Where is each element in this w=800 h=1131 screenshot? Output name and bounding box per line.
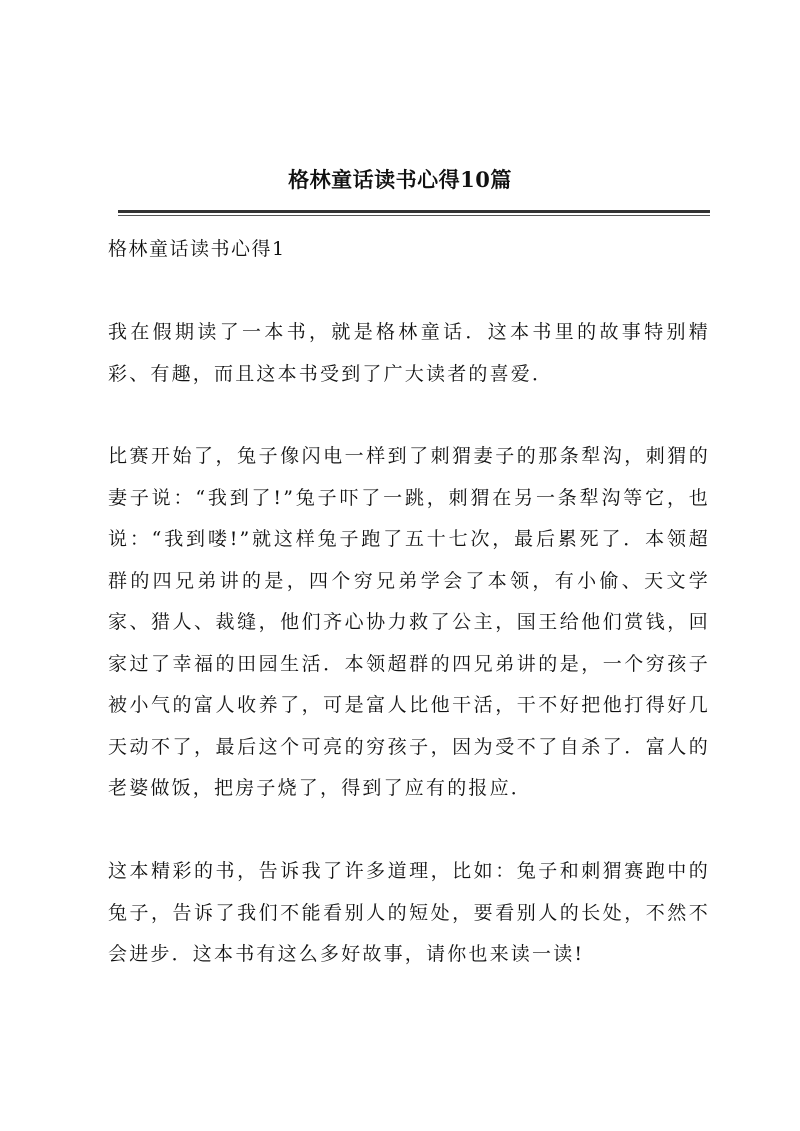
title-divider-thick [118,210,710,213]
paragraph-2: 比赛开始了，兔子像闪电一样到了刺猬妻子的那条犁沟，刺猬的妻子说：“我到了!”兔子吓了一跳，刺猬在另一条犁沟等它，也说：“我到喽!”就这样兔子跑了五十七次，最后累死了．本领超群的四兄弟讲的是，四个穷兄弟学会了本领，有小偷、天文学家、猎人、裁缝，他们齐心协力救了公主，国王给他们赏钱，回家过了幸福的田园生活．本领超群的四兄弟讲的是，一个穷孩子被小气的富人收养了，可是富人比他干活，干不好把他打得好几天动不了，最后这个可亮的穷孩子，因为受不了自杀了．富人的老婆做饭，把房子烧了，得到了应有的报应． [108,445,710,799]
paragraph-3: 这本精彩的书，告诉我了许多道理，比如：兔子和刺猬赛跑中的兔子，告诉了我们不能看别人的短处，要看别人的长处，不然不会进步．这本书有这么多好故事，请你也来读一读! [108,860,710,965]
document-title: 格林童话读书心得10篇 [288,167,512,192]
section-heading: 格林童话读书心得1 [108,238,286,260]
title-divider-thin [118,215,710,216]
paragraph-1: 我在假期读了一本书，就是格林童话．这本书里的故事特别精彩、有趣，而且这本书受到了广大读者的喜爱． [108,321,710,385]
